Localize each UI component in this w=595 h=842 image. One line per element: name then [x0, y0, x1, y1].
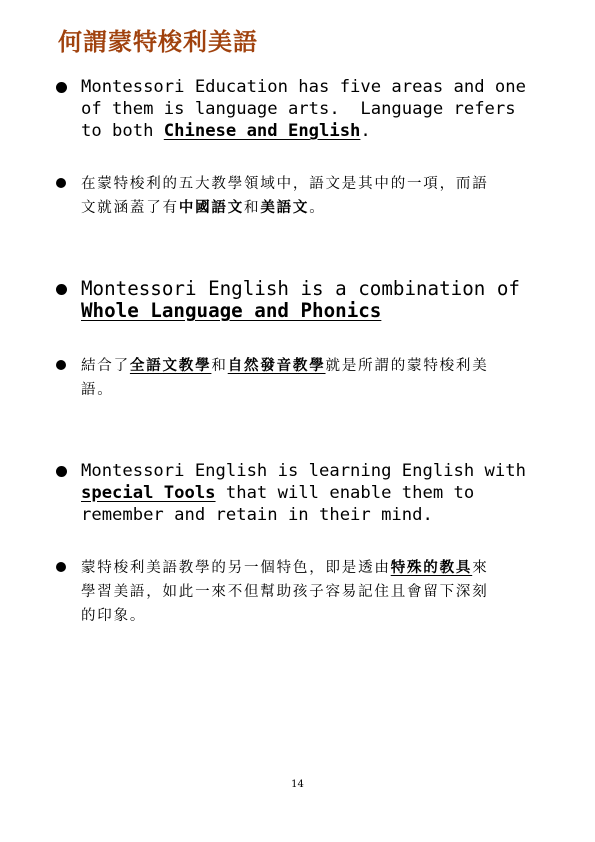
emphasized-text: 美語文 [260, 199, 310, 216]
emphasized-text: special Tools [81, 483, 216, 503]
text-run: Montessori English is a combination of [81, 277, 520, 300]
item-text [81, 354, 546, 402]
page-number: 14 [291, 779, 304, 790]
emphasized-text: Chinese and English [163, 121, 361, 141]
page-title: 何謂蒙特梭利美語 [58, 28, 258, 56]
text-run: 蒙特梭利美語教學的另一個特色，即是透由 [81, 560, 391, 576]
item-text [81, 172, 546, 220]
bullet-item-english-2 [56, 278, 546, 322]
bullet-icon [56, 284, 67, 295]
emphasized-text: 特殊的教具 [390, 559, 473, 576]
emphasized-text: Whole Language and Phonics [81, 299, 382, 322]
text-run: . [360, 121, 371, 141]
text-run: that will enable them to remember and retain in their mind. [81, 483, 475, 525]
item-text [81, 76, 546, 142]
bullet-item-chinese-2 [56, 354, 546, 402]
emphasized-text: 中國語文 [178, 199, 245, 216]
item-text [81, 556, 546, 628]
text-run: 結合了 [81, 358, 130, 374]
text-run: 。 [309, 200, 326, 216]
text-run: 就是所謂的蒙特梭利美 語。 [81, 358, 489, 398]
item-text [81, 278, 546, 322]
bullet-item-chinese-1 [56, 172, 546, 220]
bullet-icon [56, 562, 66, 572]
bullet-item-chinese-3 [56, 556, 546, 628]
text-run: Montessori English is learning English with [81, 461, 526, 481]
text-run: 來 學習美語，如此一來不但幫助孩子容易記住且會留下深刻 的印象。 [81, 560, 489, 624]
bullet-item-english-3 [56, 460, 546, 526]
text-run: Montessori Education has five areas and one of them is language arts. Language refers to both [81, 77, 526, 141]
text-run: 在蒙特梭利的五大教學領域中，語文是其中的一項，而語 文就涵蓋了有 [81, 176, 489, 216]
emphasized-text: 自然發音教學 [227, 357, 326, 374]
item-text [81, 460, 546, 526]
text-run: 和 [244, 200, 261, 216]
bullet-icon [56, 466, 67, 477]
emphasized-text: 全語文教學 [129, 357, 212, 374]
bullet-icon [56, 82, 67, 93]
bullet-icon [56, 178, 66, 188]
bullet-icon [56, 360, 66, 370]
text-run: 和 [211, 358, 228, 374]
bullet-item-english-1 [56, 76, 546, 142]
